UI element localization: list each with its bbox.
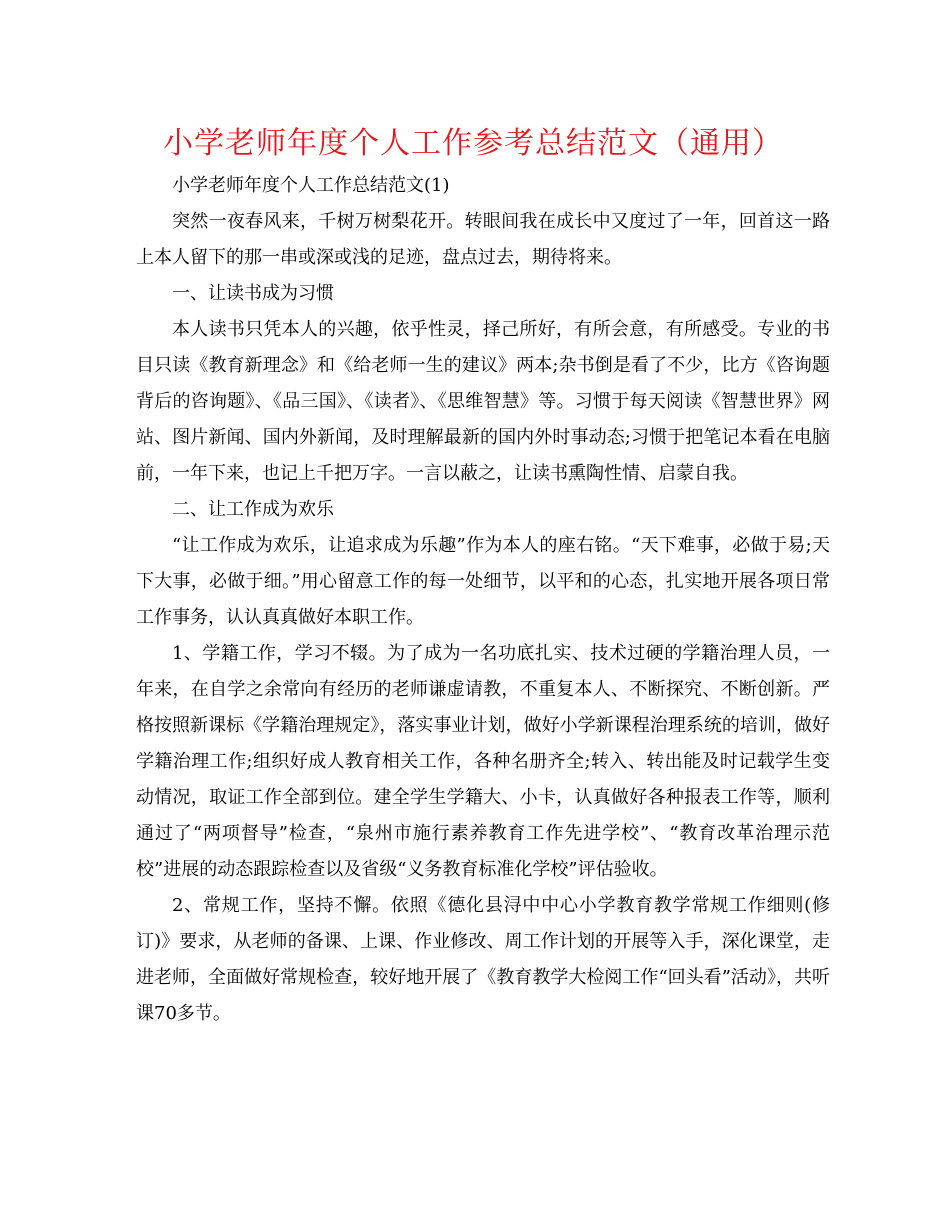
document-title: 小学老师年度个人工作参考总结范文（通用）	[163, 126, 783, 161]
paragraph-reading: 本人读书只凭本人的兴趣，依乎性灵，择己所好，有所会意，有所感受。专业的书目只读《教育新理念》和《给老师一生的建议》两本;杂书倒是看了不少，比方《咨询题背后的咨询题》、《品三国》、《读者》、《思维智慧》等。习惯于每天阅读《智慧世界》网站、图片新闻、国内外新闻，及时理解最新的国内外时事动态;习惯于把笔记本看在电脑前，一年下来，也记上千把万字。一言以蔽之，让读书熏陶性情、启蒙自我。	[136, 319, 830, 484]
paragraph-intro: 突然一夜春风来，千树万树梨花开。转眼间我在成长中又度过了一年，回首这一路上本人留下的那一串或深或浅的足迹，盘点过去，期待将来。	[136, 211, 830, 268]
paragraph-student-records: 1、学籍工作，学习不辍。为了成为一名功底扎实、技术过硬的学籍治理人员，一年来，在自学之余常向有经历的老师谦虚请教，不重复本人、不断探究、不断创新。严格按照新课标《学籍治理规定》，落实事业计划，做好小学新课程治理系统的培训，做好学籍治理工作;组织好成人教育相关工作，各种名册齐全;转入、转出能及时记载学生变动情况，取证工作全部到位。建全学生学籍大、小卡，认真做好各种报表工作等，顺利通过了“两项督导”检查，“泉州市施行素养教育工作先进学校”、“教育改革治理示范校”进展的动态跟踪检查以及省级“义务教育标准化学校”评估验收。	[136, 643, 830, 880]
document-subtitle: 小学老师年度个人工作总结范文(1)	[172, 175, 450, 196]
section-heading-work: 二、让工作成为欢乐	[172, 499, 334, 520]
section-heading-reading: 一、让读书成为习惯	[172, 283, 334, 304]
paragraph-routine-work: 2、常规工作，坚持不懈。依照《德化县浔中中心小学教育教学常规工作细则(修订)》要求，从老师的备课、上课、作业修改、周工作计划的开展等入手，深化课堂，走进老师，全面做好常规检查，较好地开展了《教育教学大检阅工作“回头看”活动》，共听课70多节。	[136, 895, 830, 1024]
paragraph-work-motto: “让工作成为欢乐，让追求成为乐趣”作为本人的座右铭。“天下难事，必做于易;天下大事，必做于细。”用心留意工作的每一处细节，以平和的心态，扎实地开展各项日常工作事务，认认真真做好本职工作。	[136, 535, 830, 628]
